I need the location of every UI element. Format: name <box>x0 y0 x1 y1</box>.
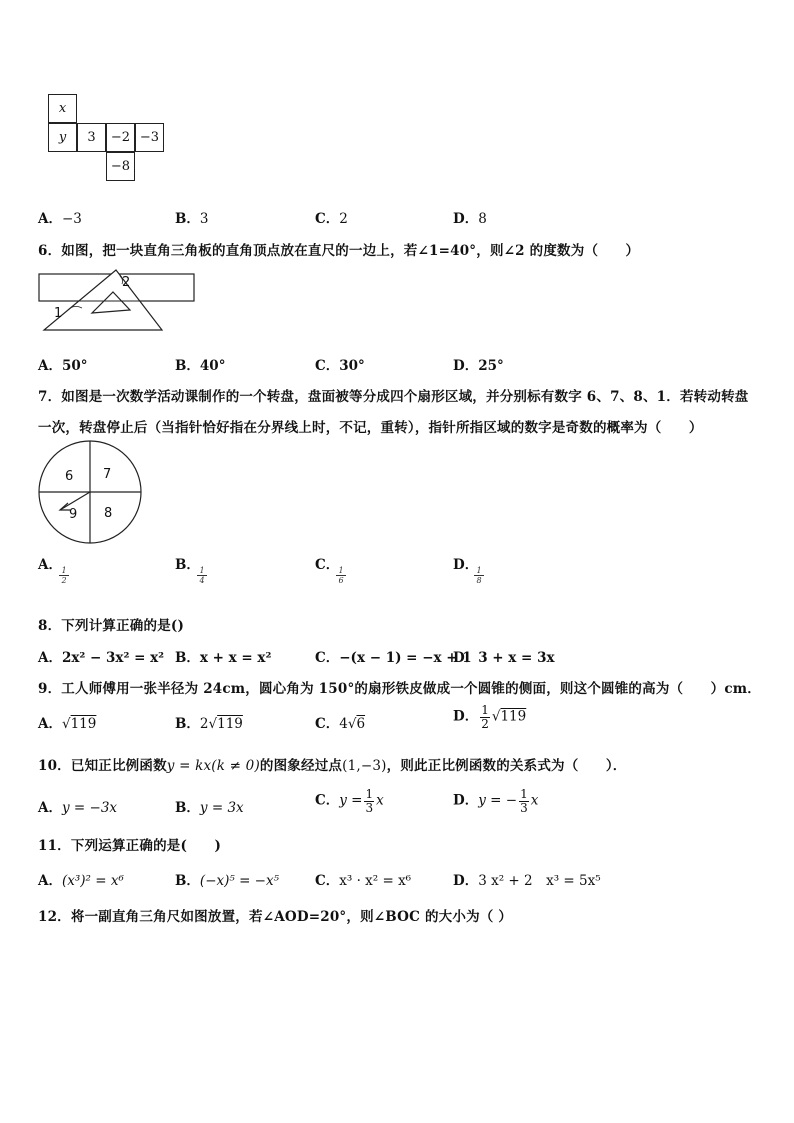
q9-text: 9．工人师傅用一张半径为 24cm，圆心角为 150°的扇形铁皮做成一个圆锥的侧面，则这个圆锥的高为（ ）cm． <box>38 681 761 697</box>
grid-cell-minus2: −2 <box>106 123 135 152</box>
q10-text: 10．已知正比例函数y = kx(k ≠ 0)的图象经过点(1,−3)，则此正比例函数的关系式为（ ）． <box>38 758 627 774</box>
q7-spinner-figure <box>36 440 144 544</box>
grid-cell-x: x <box>48 94 77 123</box>
q6-option-a[interactable]: A．50° <box>38 358 88 374</box>
q8-option-c[interactable]: C．−(x − 1) = −x + 1 <box>315 650 472 666</box>
q5-option-d[interactable]: D．8 <box>453 211 487 227</box>
q9-option-c[interactable]: C．4√6 <box>315 716 366 732</box>
q7-option-d-fraction: $\frac{1}{8}$ <box>474 566 484 585</box>
q10-option-b[interactable]: B．y = 3x <box>175 800 244 816</box>
sector-9-label: 9 <box>69 507 78 522</box>
q5-option-c[interactable]: C．2 <box>315 211 348 227</box>
q11-text: 11．下列运算正确的是( ) <box>38 838 222 854</box>
q11-option-b[interactable]: B．(−x)⁵ = −x⁵ <box>175 873 280 889</box>
grid-cell-minus8: −8 <box>106 152 135 181</box>
sector-7-label: 7 <box>103 467 112 482</box>
q7-option-b[interactable]: B． <box>175 557 200 573</box>
q6-option-c[interactable]: C．30° <box>315 358 365 374</box>
q7-text-line2: 一次，转盘停止后（当指针恰好指在分界线上时，不记，重转），指针所指区域的数字是奇数的概率为（ ） <box>38 420 703 436</box>
q9-option-d[interactable]: D． $\frac{1}{2}$ √119 <box>453 703 527 731</box>
q8-option-b[interactable]: B．x + x = x² <box>175 650 272 666</box>
q6-figure-ruler-triangle <box>38 268 198 338</box>
q7-option-b-fraction: $\frac{1}{4}$ <box>197 566 207 585</box>
q8-text: 8．下列计算正确的是() <box>38 618 185 634</box>
q6-option-d[interactable]: D．25° <box>453 358 504 374</box>
q11-option-c[interactable]: C．x³ · x² = x⁶ <box>315 873 412 889</box>
grid-cell-y: y <box>48 123 77 152</box>
angle2-label: 2 <box>122 275 131 290</box>
angle1-label: 1 <box>54 306 63 321</box>
q5-option-b[interactable]: B．3 <box>175 211 209 227</box>
q10-option-c[interactable]: C．y = $\frac{1}{3}$ x <box>315 787 384 815</box>
q7-option-c-fraction: $\frac{1}{6}$ <box>336 566 346 585</box>
q7-option-d[interactable]: D． <box>453 557 479 573</box>
q8-option-a[interactable]: A．2x² − 3x² = x² <box>38 650 165 666</box>
q12-text: 12．将一副直角三角尺如图放置，若∠AOD=20°，则∠BOC 的大小为（ ） <box>38 909 513 925</box>
q7-text-line1: 7．如图是一次数学活动课制作的一个转盘，盘面被等分成四个扇形区域，并分别标有数字 6、7、8、1．若转动转盘 <box>38 389 749 405</box>
q9-option-a[interactable]: A．√119 <box>38 716 97 732</box>
q5-option-a[interactable]: A．−3 <box>38 211 82 227</box>
q11-option-d[interactable]: D．3 x² + 2 x³ = 5x⁵ <box>453 873 601 889</box>
q8-option-d[interactable]: D．3 + x = 3x <box>453 650 555 666</box>
q6-text: 6．如图，把一块直角三角板的直角顶点放在直尺的一边上，若∠1=40°，则∠2 的度数为（ ） <box>38 243 640 259</box>
q7-option-c[interactable]: C． <box>315 557 340 573</box>
q11-option-a[interactable]: A．(x³)² = x⁶ <box>38 873 124 889</box>
q6-option-b[interactable]: B．40° <box>175 358 226 374</box>
q10-option-a[interactable]: A．y = −3x <box>38 800 118 816</box>
q10-option-d[interactable]: D．y = − $\frac{1}{3}$ x <box>453 787 539 815</box>
sector-8-label: 8 <box>104 506 113 521</box>
sector-6-label: 6 <box>65 469 74 484</box>
triangle-shape <box>44 270 162 330</box>
grid-cell-3: 3 <box>77 123 106 152</box>
q9-option-b[interactable]: B．2√119 <box>175 716 243 732</box>
q7-option-a[interactable]: A． <box>38 557 62 573</box>
grid-cell-minus3: −3 <box>135 123 164 152</box>
q7-option-a-fraction: $\frac{1}{2}$ <box>59 566 69 585</box>
